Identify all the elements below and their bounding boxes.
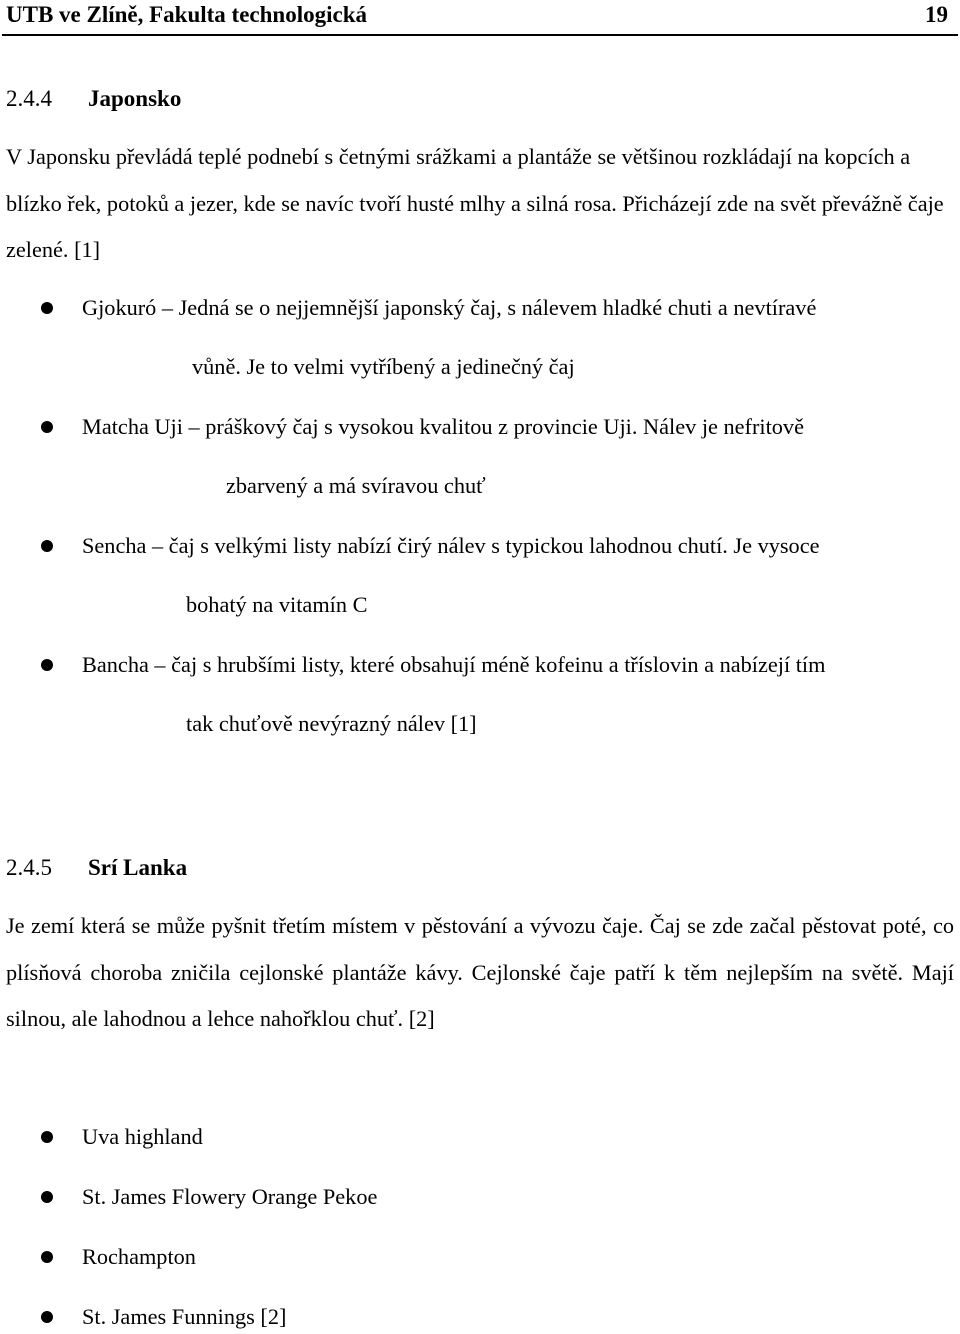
list-item-continuation: vůně. Je to velmi vytříbený a jedinečný čaj (192, 354, 575, 379)
list-item-line: Sencha – čaj s velkými listy nabízí čirý nálev s typickou lahodnou chutí. Je vysoce (82, 533, 820, 558)
bullet-icon (41, 1251, 53, 1263)
bullet-icon (41, 421, 53, 433)
bullet-icon (41, 1191, 53, 1203)
list-item-continuation: bohatý na vitamín C (186, 592, 368, 617)
bullet-icon (41, 302, 53, 314)
list-item-line: Gjokuró – Jedná se o nejjemnější japonský čaj, s nálevem hladké chuti a nevtíravé (82, 295, 817, 320)
header-title: UTB ve Zlíně, Fakulta technologická (6, 2, 367, 27)
bullet-icon (41, 1131, 53, 1143)
list-item: Rochampton (82, 1244, 196, 1269)
section-title: Srí Lanka (88, 855, 188, 880)
bullet-icon (41, 540, 53, 552)
page-number: 19 (925, 2, 948, 27)
list-item-continuation: zbarvený a má svíravou chuť (226, 473, 486, 498)
header-rule (2, 34, 958, 36)
section-number: 2.4.5 (6, 855, 52, 880)
section-heading-japan (6, 84, 181, 114)
list-item-continuation: tak chuťově nevýrazný nálev [1] (186, 711, 477, 736)
japan-intro-paragraph: V Japonsku převládá teplé podnebí s četnými srážkami a plantáže se většinou rozkládají na kopcích a blízko řek, potoků a jezer, kde se navíc tvoří husté mlhy a silná rosa. Přicházejí zde na svět převážně čaje zelené. [1] (6, 144, 944, 262)
page-header (6, 0, 954, 34)
section-title: Japonsko (88, 86, 182, 111)
srilanka-intro-paragraph: Je zemí která se může pyšnit třetím místem v pěstování a vývozu čaje. Čaj se zde začal pěstovat poté, co plísňová choroba zničila cejlonské plantáže kávy. Cejlonské čaje patří k těm nejlepším na světě. Mají silnou, ale lahodnou a lehce nahořklou chuť. [2] (6, 913, 954, 1031)
section-heading-srilanka (6, 853, 187, 883)
list-item-line: Bancha – čaj s hrubšími listy, které obsahují méně kofeinu a tříslovin a nabízejí tím (82, 652, 826, 677)
section-number: 2.4.4 (6, 86, 52, 111)
list-item: St. James Flowery Orange Pekoe (82, 1184, 378, 1209)
list-item: St. James Funnings [2] (82, 1304, 287, 1329)
list-item: Uva highland (82, 1124, 203, 1149)
list-item-line: Matcha Uji – práškový čaj s vysokou kvalitou z provincie Uji. Nálev je nefritově (82, 414, 804, 439)
bullet-icon (41, 659, 53, 671)
bullet-icon (41, 1311, 53, 1323)
